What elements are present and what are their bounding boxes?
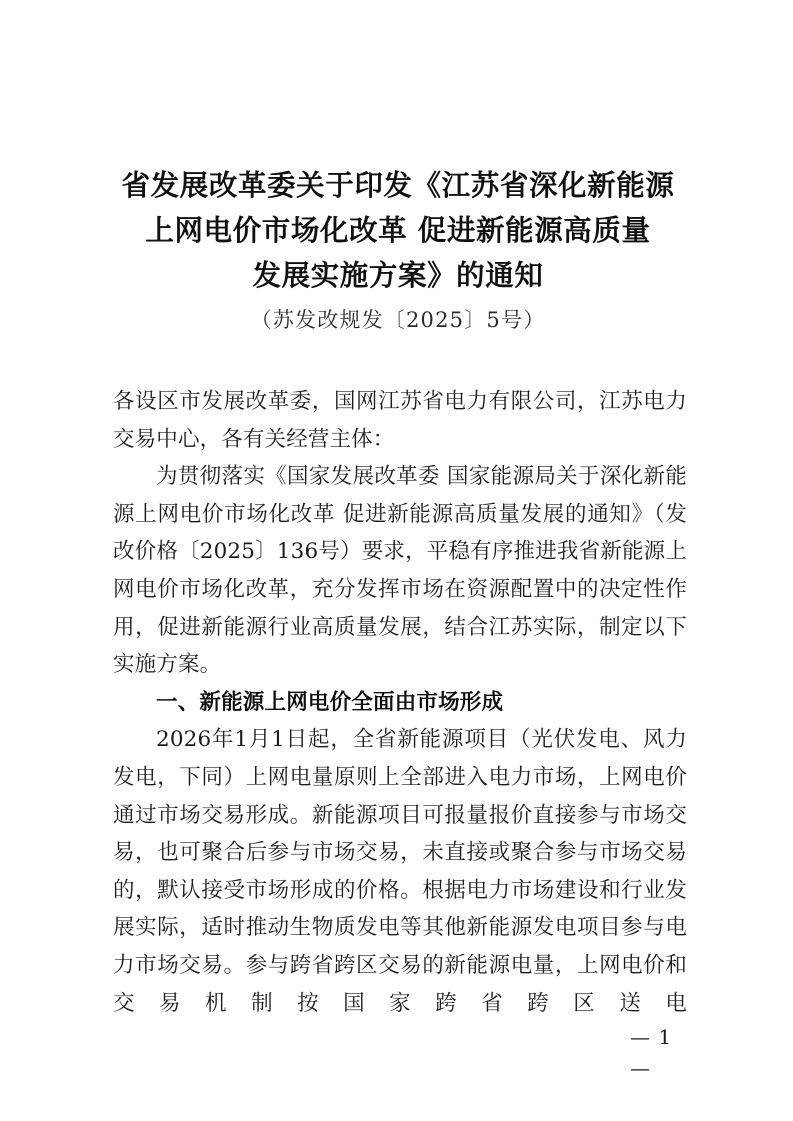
recipients-paragraph: 各设区市发展改革委，国网江苏省电力有限公司，江苏电力交易中心，各有关经营主体：: [113, 389, 687, 452]
title-line-2: 上网电价市场化改革 促进新能源高质量: [145, 213, 651, 247]
page-number-value: — 1 —: [630, 1025, 673, 1080]
section-one-body-paragraph: 2026年1月1日起，全省新能源项目（光伏发电、风力发电，下同）上网电量原则上全部进入电力市场，上网电价通过市场交易形成。新能源项目可报量报价直接参与市场交易，也可聚合后参与市场交易，未直接或聚合参与市场交易的，默认接受市场形成的价格。根据电力市场建设和行业发展实际，适时推动生物质发电等其他新能源发电项目参与电力市场交易。参与跨省跨区交易的新能源电量，上网电价和交易机制按国家跨省跨区送电: [113, 727, 687, 1016]
title-line-3: 发展实施方案》的通知: [252, 258, 544, 292]
preamble-paragraph: 为贯彻落实《国家发展改革委 国家能源局关于深化新能源上网电价市场化改革 促进新能源高质量发展的通知》（发改价格〔2025〕136号）要求，平稳有序推进我省新能源上网电价市场化改革，充分发挥市场在资源配置中的决定性作用，促进新能源行业高质量发展，结合江苏实际，制定以下实施方案。: [113, 464, 687, 678]
document-body: [113, 383, 687, 1060]
document-title: [108, 163, 688, 298]
title-line-1: 省发展改革委关于印发《江苏省深化新能源: [121, 168, 675, 202]
page-number-footer: [556, 1022, 686, 1084]
section-heading-one: 一、新能源上网电价全面由市场形成: [156, 689, 504, 715]
document-serial-number: （苏发改规发〔2025〕5号）: [250, 308, 546, 332]
